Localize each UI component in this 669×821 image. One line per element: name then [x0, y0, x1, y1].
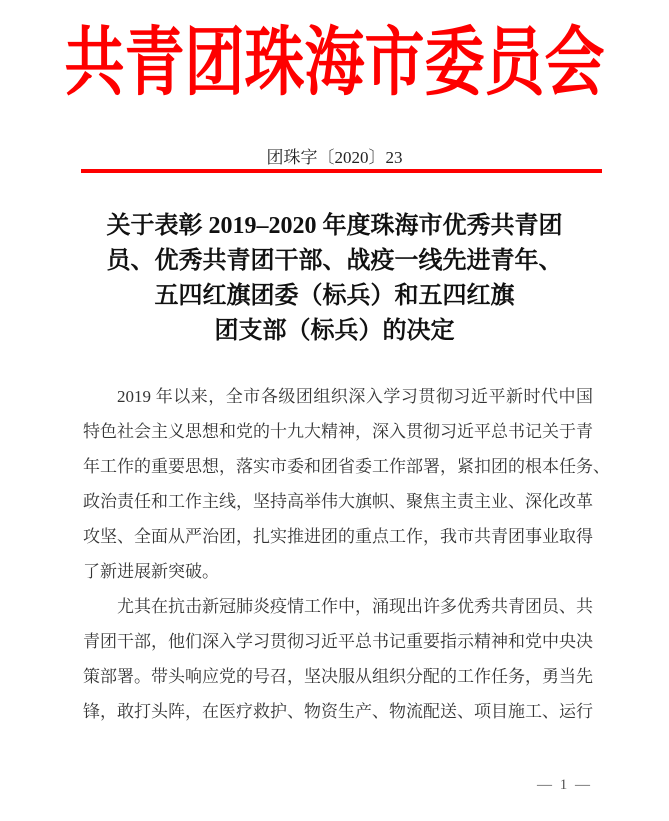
paragraph [83, 379, 610, 589]
document-number: 团珠字〔2020〕23 [266, 148, 403, 167]
body-line: 策部署。带头响应党的号召，坚决服从组织分配的工作任务，勇当先 [83, 667, 593, 686]
title-line: 团支部（标兵）的决定 [214, 318, 455, 344]
body-line: 年工作的重要思想，落实市委和团省委工作部署，紧扣团的根本任务、 [83, 457, 610, 476]
document-title [40, 209, 629, 349]
title-line: 关于表彰 2019–2020 年度珠海市优秀共青团 [106, 213, 563, 239]
body-line: 攻坚、全面从严治团，扎实推进团的重点工作，我市共青团事业取得 [83, 527, 593, 546]
title-line: 员、优秀共青团干部、战疫一线先进青年、 [106, 248, 563, 274]
red-header-org-name: 共青团珠海市委员会 [64, 21, 605, 104]
body-line: 尤其在抗击新冠肺炎疫情工作中，涌现出许多优秀共青团员、共 [117, 597, 593, 616]
paragraph [83, 589, 593, 729]
red-divider-rule [81, 169, 602, 173]
body-line: 政治责任和工作主线，坚持高举伟大旗帜、聚焦主责主业、深化改革 [83, 492, 593, 511]
body-line: 2019 年以来，全市各级团组织深入学习贯彻习近平新时代中国 [117, 387, 593, 406]
page-number: — 1 — [537, 777, 592, 793]
body-line: 锋，敢打头阵，在医疗救护、物资生产、物流配送、项目施工、运行 [83, 702, 593, 721]
body-line: 了新进展新突破。 [83, 562, 219, 581]
body-line: 特色社会主义思想和党的十九大精神，深入贯彻习近平总书记关于青 [83, 422, 593, 441]
title-line: 五四红旗团委（标兵）和五四红旗 [154, 283, 515, 309]
document-body [83, 379, 610, 729]
body-line: 青团干部，他们深入学习贯彻习近平总书记重要指示精神和党中央决 [83, 632, 593, 651]
